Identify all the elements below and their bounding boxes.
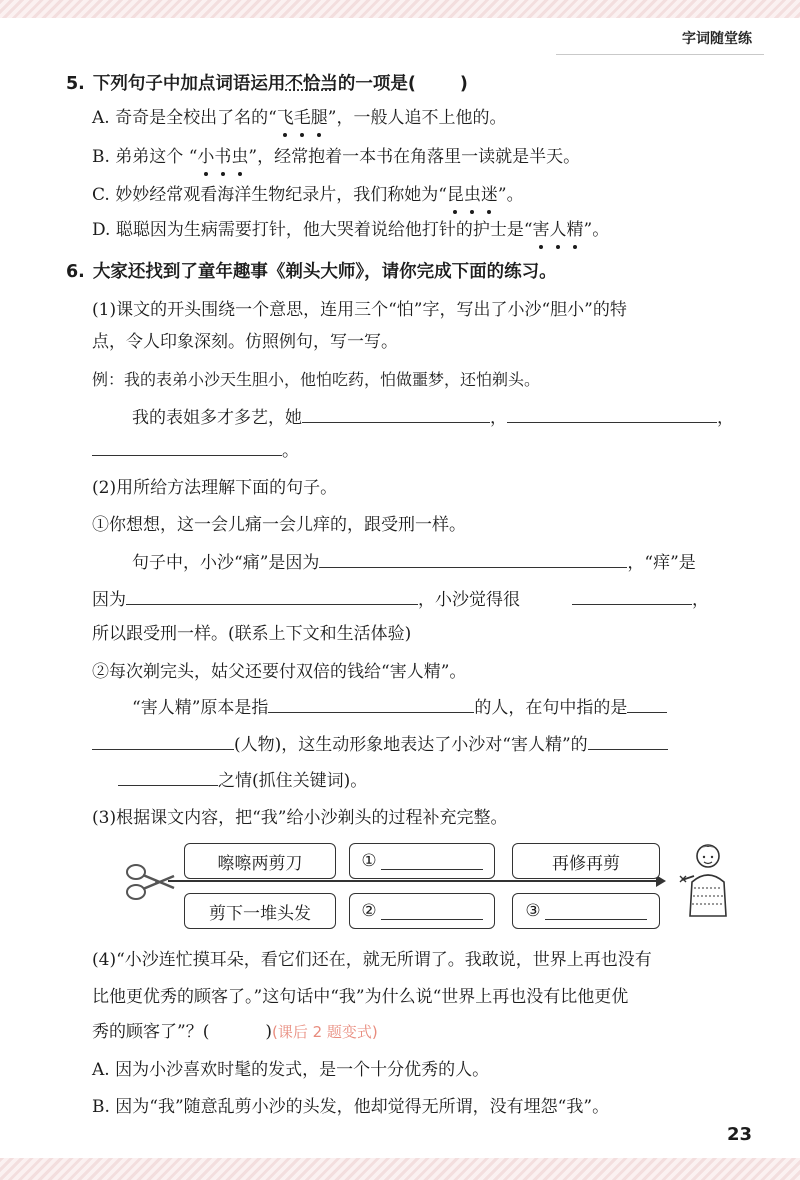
flow-arrow-line [168, 880, 656, 882]
q6-2-s2-fill-1 [132, 695, 667, 720]
q6-4-source-tag: (课后 2 题变式) [271, 1023, 378, 1041]
q6-2-sentence-2: ②每次剃完头，姑父还要付双倍的钱给“害人精”。 [92, 662, 467, 682]
q6-1-fill-line-2 [92, 438, 299, 463]
q6-1-example: 例：我的表弟小沙天生胆小，他怕吃药，怕做噩梦，还怕剃头。 [92, 370, 541, 389]
step-box-blank-2-label: ② [361, 901, 377, 921]
q6-2-s1-text-e: ， [692, 590, 709, 610]
q5-option-c[interactable] [92, 183, 524, 207]
q6-4-option-a[interactable]: A. 因为小沙喜欢时髦的发式，是一个十分优秀的人。 [92, 1060, 490, 1080]
q6-2-s1-text-d: ，小沙觉得很 [418, 590, 520, 610]
step-box-blank-1[interactable] [349, 843, 495, 879]
q6-2-s1-method: 所以跟受刑一样。(联系上下文和生活体验) [92, 624, 412, 644]
q6-1-blank-1[interactable] [302, 405, 490, 423]
q5-stem [66, 70, 468, 95]
q6-2-s1-blank-1[interactable] [319, 550, 627, 568]
step-box-blank-3[interactable] [512, 893, 660, 929]
q6-2-s2-text-a: “害人精”原本是指 [132, 698, 269, 718]
barber-illustration-icon [674, 838, 734, 918]
q5-option-b[interactable] [92, 145, 580, 169]
q6-4-line3-close: ) [265, 1022, 272, 1042]
header-divider [556, 54, 764, 55]
q6-stem [66, 258, 557, 283]
q6-2-s1-text-c: 因为 [92, 590, 126, 610]
step-box-blank-1-line[interactable] [381, 852, 483, 870]
q6-3-intro: (3)根据课文内容，把“我”给小沙剃头的过程补充完整。 [92, 808, 508, 828]
q6-number: 6. [66, 262, 85, 282]
q6-2-s2-blank-5[interactable] [118, 768, 218, 786]
q6-1-fill-prefix: 我的表姐多才多艺，她 [132, 408, 302, 428]
page-bottom-border [0, 1158, 800, 1180]
q6-4-line2: 比他更优秀的顾客了。”这句话中“我”为什么说“世界上再也没有比他更优 [92, 987, 629, 1007]
q5-a-text-2: ”，一般人追不上他的。 [327, 108, 507, 128]
step-box-3: 再修再剪 [512, 843, 660, 879]
q6-4-option-b[interactable]: B. 因为“我”随意乱剪小沙的头发，他却觉得无所谓，没有埋怨“我”。 [92, 1097, 610, 1117]
q5-number: 5. [66, 74, 85, 94]
q6-2-s2-text-d: 之情(抓住关键词)。 [218, 771, 368, 791]
step-box-blank-1-label: ① [361, 851, 377, 871]
q6-2-sentence-1: ①你想想，这一会儿痛一会儿痒的，跟受刑一样。 [92, 515, 466, 535]
q6-2-s2-blank-2[interactable] [627, 695, 667, 713]
q6-2-s2-fill-3 [118, 768, 367, 793]
q6-1-blank-2[interactable] [507, 405, 717, 423]
q5-a-dotted-word: 飞毛腿 [276, 108, 328, 128]
scissors-icon [124, 860, 176, 904]
step-box-blank-2[interactable] [349, 893, 495, 929]
q6-4-line1: (4)“小沙连忙摸耳朵，看它们还在，就无所谓了。我敢说，世界上再也没有 [92, 950, 652, 970]
q5-c-dotted-word: 昆虫迷 [446, 185, 498, 205]
q5-stem-text-2: 的一项是( [337, 74, 416, 94]
q6-2-intro: (2)用所给方法理解下面的句子。 [92, 478, 338, 498]
q6-2-s2-blank-3[interactable] [92, 732, 234, 750]
q6-1-comma-1: ， [490, 408, 507, 428]
q6-2-s2-fill-2 [92, 732, 668, 757]
q6-2-s2-text-b: 的人，在句中指的是 [474, 698, 628, 718]
q6-2-s2-blank-4[interactable] [588, 732, 668, 750]
page-number: 23 [726, 1124, 752, 1145]
q5-b-text: B. 弟弟这个 “ [92, 147, 198, 167]
step-box-blank-3-line[interactable] [545, 902, 647, 920]
q6-2-s1-text-a: 句子中，小沙“痛”是因为 [132, 553, 320, 573]
q5-d-text: D. 聪聪因为生病需要打针，他大哭着说给他打针的护士是“ [92, 220, 533, 240]
q5-c-text: C. 妙妙经常观看海洋生物纪录片，我们称她为“ [92, 185, 447, 205]
q5-b-dotted-word: 小书虫 [197, 147, 249, 167]
q6-1-period: 。 [282, 441, 299, 461]
step-box-4: 剪下一堆头发 [184, 893, 336, 929]
q6-1-line1: (1)课文的开头围绕一个意思，连用三个“怕”字，写出了小沙“胆小”的特 [92, 300, 627, 320]
q5-stem-close: ) [459, 74, 468, 94]
q5-option-a[interactable] [92, 106, 506, 130]
q5-d-text-2: ”。 [583, 220, 610, 240]
q5-d-dotted-word: 害人精 [532, 220, 584, 240]
q6-2-s1-text-b: ，“痒”是 [627, 553, 696, 573]
q6-stem-text: 大家还找到了童年趣事《剃头大师》，请你完成下面的练习。 [92, 262, 557, 282]
q6-1-fill-line [132, 405, 734, 430]
q5-stem-emphasis: 不恰当 [285, 74, 338, 94]
q6-2-s1-fill-2 [92, 587, 709, 612]
q6-1-comma-2: ， [717, 408, 734, 428]
q6-2-s1-blank-3[interactable] [572, 587, 692, 605]
q6-1-blank-3[interactable] [92, 438, 282, 456]
q5-stem-text: 下列句子中加点词语运用 [92, 74, 286, 94]
q6-2-s1-fill-1 [132, 550, 696, 575]
q5-b-text-2: ”，经常抱着一本书在角落里一读就是半天。 [248, 147, 581, 167]
q5-option-d[interactable] [92, 218, 609, 242]
q6-2-s1-blank-2[interactable] [126, 587, 418, 605]
q6-1-line2: 点，令人印象深刻。仿照例句，写一写。 [92, 332, 398, 352]
q6-4-line3 [92, 1020, 378, 1044]
q5-c-text-2: ”。 [497, 185, 524, 205]
step-box-blank-2-line[interactable] [381, 902, 483, 920]
q6-4-line3-text: 秀的顾客了”？( [92, 1022, 210, 1042]
step-box-blank-3-label: ③ [525, 901, 541, 921]
section-tag: 字词随堂练 [682, 31, 752, 47]
page-top-border [0, 0, 800, 18]
q6-2-s2-blank-1[interactable] [268, 695, 474, 713]
q6-2-s2-text-c: (人物)，这生动形象地表达了小沙对“害人精”的 [234, 735, 588, 755]
step-box-1: 嚓嚓两剪刀 [184, 843, 336, 879]
q5-a-text: A. 奇奇是全校出了名的“ [92, 108, 277, 128]
